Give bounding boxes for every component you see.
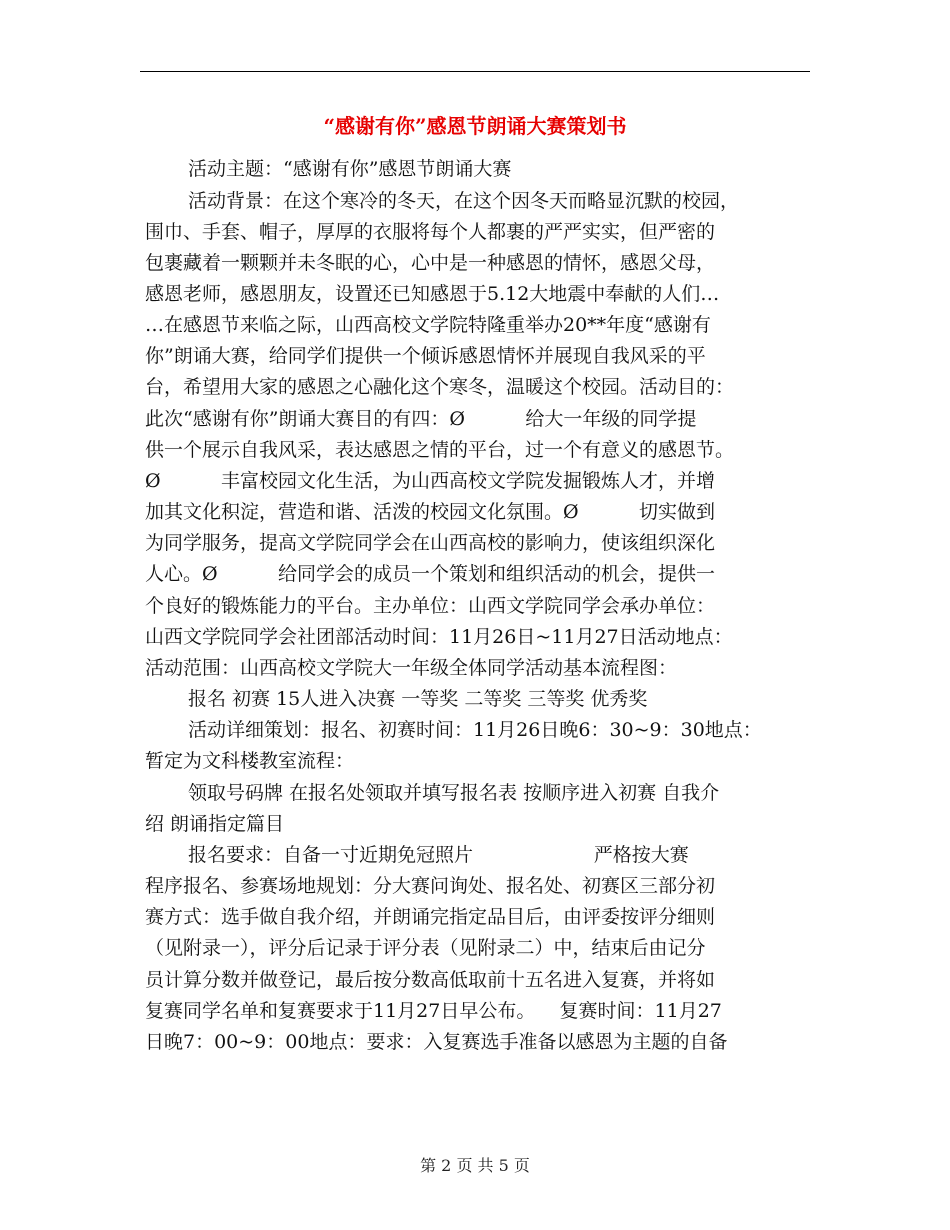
body-line: 此次“感谢有你”朗诵大赛目的有四：Ø 给大一年级的同学提 [145,408,697,430]
body-line: 程序报名、参赛场地规划：分大赛问询处、报名处、初赛区三部分初 [145,875,716,897]
body-line: 报名要求：自备一寸近期免冠照片 严格按大赛 [188,844,689,866]
body-line: 人心。Ø 给同学会的成员一个策划和组织活动的机会，提供一 [145,563,715,585]
body-line: 你”朗诵大赛，给同学们提供一个倾诉感恩情怀并展现自我风采的平 [145,345,706,367]
body-line: 个良好的锻炼能力的平台。主办单位：山西文学院同学会承办单位： [145,595,716,617]
body-line: 活动背景：在这个寒冷的冬天，在这个因冬天而略显沉默的校园， [188,190,740,212]
body-line: （见附录一），评分后记录于评分表（见附录二）中，结束后由记分 [145,937,706,959]
body-line: 日晚7：00~9：00地点：要求：入复赛选手准备以感恩为主题的自备 [145,1031,728,1053]
body-line: 员计算分数并做登记，最后按分数高低取前十五名进入复赛，并将如 [145,969,716,991]
body-line: 山西文学院同学会社团部活动时间：11月26日~11月27日活动地点： [145,626,733,648]
body-line: …在感恩节来临之际，山西高校文学院特隆重举办20**年度“感谢有 [145,314,711,336]
document-title: “感谢有你”感恩节朗诵大赛策划书 [323,114,627,138]
page-number-footer: 第 2 页 共 5 页 [420,1156,530,1175]
body-line: 供一个展示自我风采，表达感恩之情的平台，过一个有意义的感恩节。 [145,439,735,461]
body-line: 活动主题：“感谢有你”感恩节朗诵大赛 [188,158,512,180]
header-rule [140,71,810,72]
body-line: 为同学服务，提高文学院同学会在山西高校的影响力，使该组织深化 [145,532,716,554]
body-line: 包裹藏着一颗颗并未冬眠的心，心中是一种感恩的情怀，感恩父母， [145,252,716,274]
flow-steps: 报名 初赛 15人进入决赛 一等奖 二等奖 三等奖 优秀奖 [188,688,648,710]
body-line: 活动范围：山西高校文学院大一年级全体同学活动基本流程图： [145,657,678,679]
body-line: 围巾、手套、帽子，厚厚的衣服将每个人都裹的严严实实，但严密的 [145,221,716,243]
body-line: 加其文化积淀，营造和谐、活泼的校园文化氛围。Ø 切实做到 [145,501,715,523]
flow-steps: 领取号码牌 在报名处领取并填写报名表 按顺序进入初赛 自我介 [188,782,720,804]
body-line: 复赛同学名单和复赛要求于11月27日早公布。 复赛时间：11月27 [145,1000,722,1022]
body-line: 台，希望用大家的感恩之心融化这个寒冬，温暖这个校园。活动目的： [145,376,735,398]
body-line: Ø 丰富校园文化生活，为山西高校文学院发掘锻炼人才，并增 [145,470,715,492]
body-line: 暂定为文科楼教室流程： [145,750,355,772]
body-line: 活动详细策划：报名、初赛时间：11月26日晚6：30~9：30地点： [188,719,762,741]
body-line: 绍 朗诵指定篇目 [145,813,285,835]
body-line: 赛方式：选手做自我介绍，并朗诵完指定品目后，由评委按评分细则 [145,906,716,928]
body-line: 感恩老师，感恩朋友，设置还已知感恩于5.12大地震中奉献的人们… [145,283,720,305]
